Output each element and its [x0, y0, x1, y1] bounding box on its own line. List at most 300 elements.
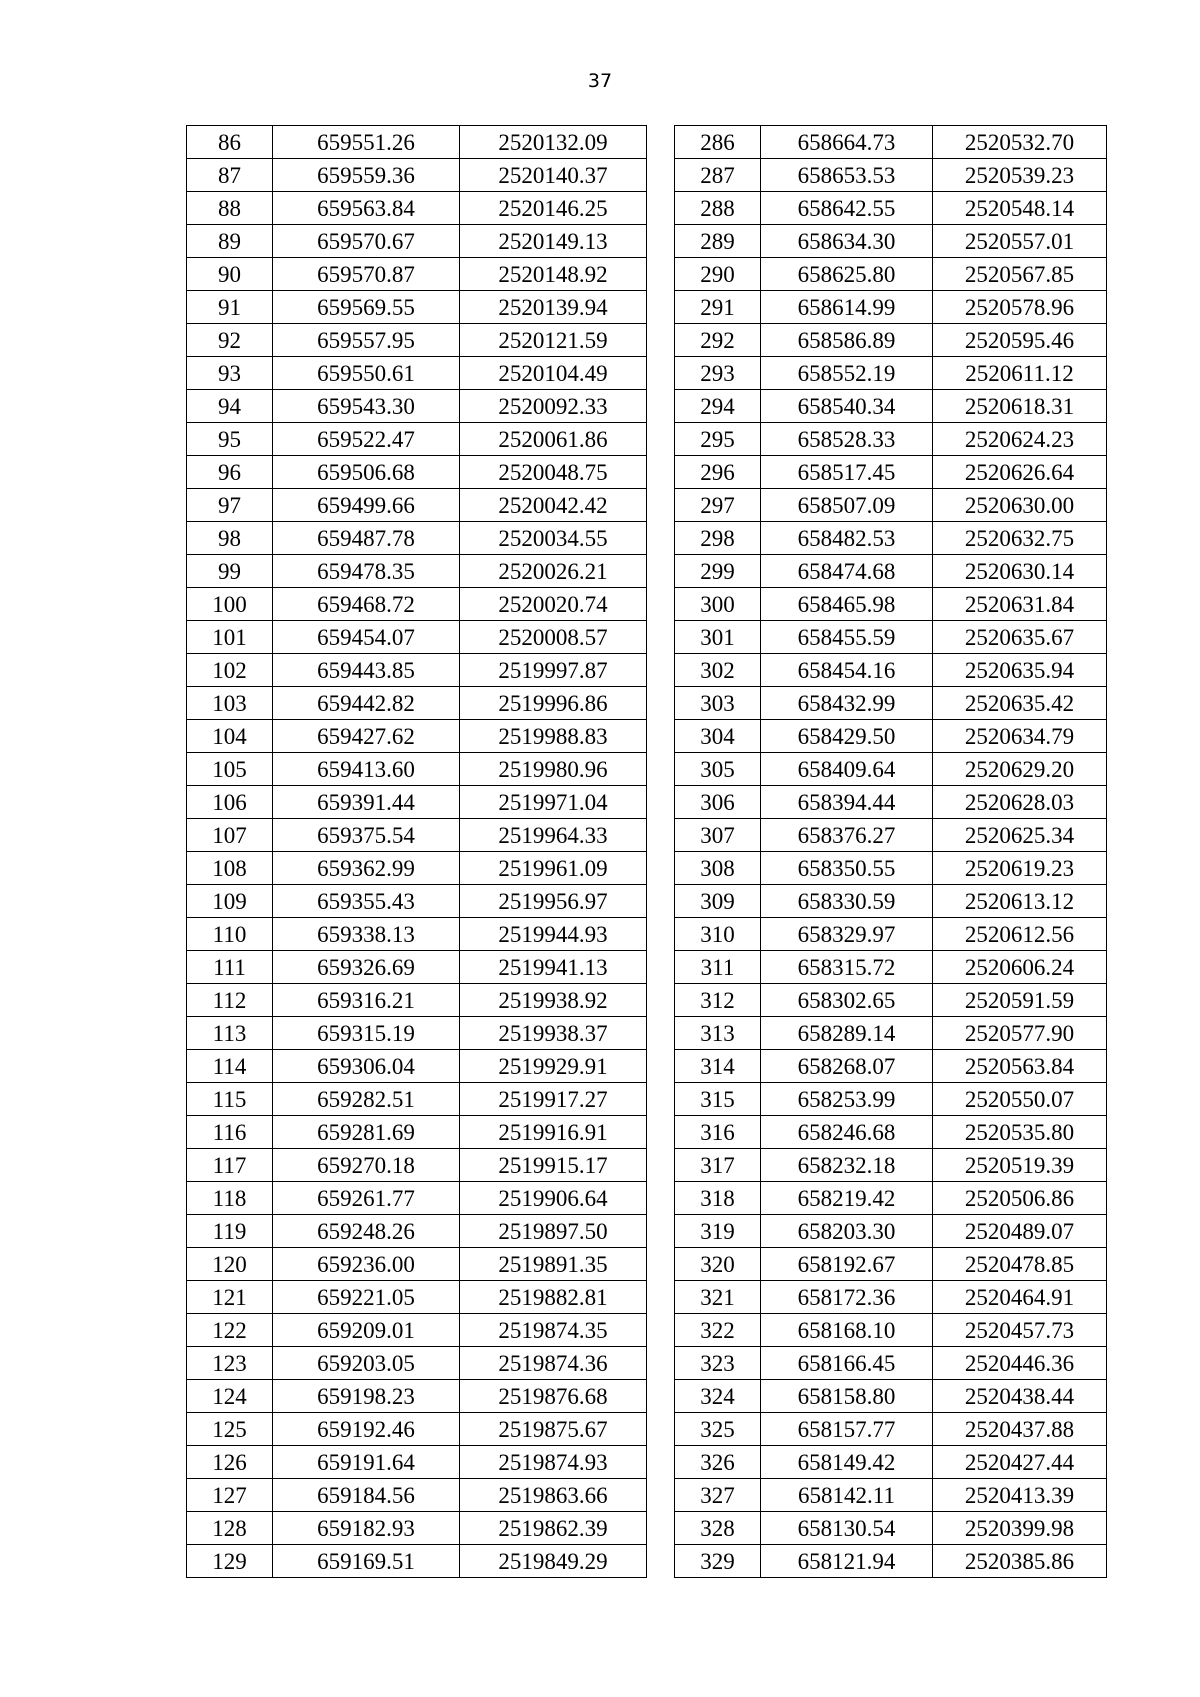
point-number-cell: 103 — [187, 687, 273, 720]
point-number-cell: 129 — [187, 1545, 273, 1578]
y-coordinate-cell: 2519961.09 — [460, 852, 647, 885]
y-coordinate-cell: 2519988.83 — [460, 720, 647, 753]
point-number-cell: 319 — [675, 1215, 761, 1248]
point-number-cell: 306 — [675, 786, 761, 819]
point-number-cell: 112 — [187, 984, 273, 1017]
table-row — [187, 324, 647, 357]
point-number-cell: 105 — [187, 753, 273, 786]
point-number-cell: 104 — [187, 720, 273, 753]
point-number-cell: 119 — [187, 1215, 273, 1248]
coordinates-table-right — [674, 125, 1107, 1578]
y-coordinate-cell: 2520427.44 — [933, 1446, 1107, 1479]
x-coordinate-cell: 659570.87 — [273, 258, 460, 291]
y-coordinate-cell: 2520548.14 — [933, 192, 1107, 225]
point-number-cell: 307 — [675, 819, 761, 852]
x-coordinate-cell: 659316.21 — [273, 984, 460, 1017]
table-row — [675, 1545, 1107, 1578]
point-number-cell: 303 — [675, 687, 761, 720]
x-coordinate-cell: 659362.99 — [273, 852, 460, 885]
x-coordinate-cell: 659248.26 — [273, 1215, 460, 1248]
table-row — [187, 918, 647, 951]
y-coordinate-cell: 2520149.13 — [460, 225, 647, 258]
y-coordinate-cell: 2520438.44 — [933, 1380, 1107, 1413]
x-coordinate-cell: 659261.77 — [273, 1182, 460, 1215]
table-row — [187, 885, 647, 918]
table-row — [675, 192, 1107, 225]
x-coordinate-cell: 658465.98 — [761, 588, 933, 621]
table-row — [675, 753, 1107, 786]
x-coordinate-cell: 659543.30 — [273, 390, 460, 423]
point-number-cell: 300 — [675, 588, 761, 621]
y-coordinate-cell: 2520535.80 — [933, 1116, 1107, 1149]
x-coordinate-cell: 658232.18 — [761, 1149, 933, 1182]
table-row — [675, 324, 1107, 357]
table-row — [675, 159, 1107, 192]
x-coordinate-cell: 658454.16 — [761, 654, 933, 687]
x-coordinate-cell: 658528.33 — [761, 423, 933, 456]
point-number-cell: 294 — [675, 390, 761, 423]
point-number-cell: 321 — [675, 1281, 761, 1314]
y-coordinate-cell: 2520139.94 — [460, 291, 647, 324]
x-coordinate-cell: 658540.34 — [761, 390, 933, 423]
x-coordinate-cell: 658219.42 — [761, 1182, 933, 1215]
point-number-cell: 302 — [675, 654, 761, 687]
table-row — [675, 786, 1107, 819]
point-number-cell: 287 — [675, 159, 761, 192]
table-row — [675, 291, 1107, 324]
table-row — [187, 1446, 647, 1479]
point-number-cell: 327 — [675, 1479, 761, 1512]
table-row — [187, 423, 647, 456]
table-row — [675, 1512, 1107, 1545]
table-row — [187, 654, 647, 687]
y-coordinate-cell: 2519863.66 — [460, 1479, 647, 1512]
y-coordinate-cell: 2520557.01 — [933, 225, 1107, 258]
point-number-cell: 128 — [187, 1512, 273, 1545]
table-row — [675, 1149, 1107, 1182]
x-coordinate-cell: 658203.30 — [761, 1215, 933, 1248]
y-coordinate-cell: 2520625.34 — [933, 819, 1107, 852]
table-row — [187, 390, 647, 423]
table-row — [675, 1281, 1107, 1314]
x-coordinate-cell: 658586.89 — [761, 324, 933, 357]
y-coordinate-cell: 2519875.67 — [460, 1413, 647, 1446]
table-row — [187, 852, 647, 885]
point-number-cell: 301 — [675, 621, 761, 654]
y-coordinate-cell: 2520612.56 — [933, 918, 1107, 951]
table-row — [675, 423, 1107, 456]
point-number-cell: 101 — [187, 621, 273, 654]
table-row — [187, 1545, 647, 1578]
x-coordinate-cell: 658268.07 — [761, 1050, 933, 1083]
table-row — [187, 225, 647, 258]
x-coordinate-cell: 659550.61 — [273, 357, 460, 390]
y-coordinate-cell: 2520613.12 — [933, 885, 1107, 918]
y-coordinate-cell: 2519915.17 — [460, 1149, 647, 1182]
y-coordinate-cell: 2519876.68 — [460, 1380, 647, 1413]
y-coordinate-cell: 2520539.23 — [933, 159, 1107, 192]
point-number-cell: 90 — [187, 258, 273, 291]
y-coordinate-cell: 2519906.64 — [460, 1182, 647, 1215]
table-row — [187, 192, 647, 225]
x-coordinate-cell: 658246.68 — [761, 1116, 933, 1149]
point-number-cell: 108 — [187, 852, 273, 885]
point-number-cell: 89 — [187, 225, 273, 258]
point-number-cell: 309 — [675, 885, 761, 918]
x-coordinate-cell: 659375.54 — [273, 819, 460, 852]
y-coordinate-cell: 2519980.96 — [460, 753, 647, 786]
y-coordinate-cell: 2519897.50 — [460, 1215, 647, 1248]
point-number-cell: 126 — [187, 1446, 273, 1479]
point-number-cell: 117 — [187, 1149, 273, 1182]
point-number-cell: 288 — [675, 192, 761, 225]
y-coordinate-cell: 2520634.79 — [933, 720, 1107, 753]
y-coordinate-cell: 2519874.35 — [460, 1314, 647, 1347]
y-coordinate-cell: 2520635.94 — [933, 654, 1107, 687]
table-row — [675, 852, 1107, 885]
point-number-cell: 109 — [187, 885, 273, 918]
table-row — [187, 555, 647, 588]
x-coordinate-cell: 658409.64 — [761, 753, 933, 786]
table-row — [187, 1380, 647, 1413]
point-number-cell: 111 — [187, 951, 273, 984]
y-coordinate-cell: 2520635.67 — [933, 621, 1107, 654]
table-row — [675, 258, 1107, 291]
point-number-cell: 290 — [675, 258, 761, 291]
table-row — [675, 126, 1107, 159]
table-row — [675, 1479, 1107, 1512]
x-coordinate-cell: 659355.43 — [273, 885, 460, 918]
point-number-cell: 124 — [187, 1380, 273, 1413]
x-coordinate-cell: 658166.45 — [761, 1347, 933, 1380]
y-coordinate-cell: 2519874.93 — [460, 1446, 647, 1479]
x-coordinate-cell: 658289.14 — [761, 1017, 933, 1050]
table-row — [675, 819, 1107, 852]
point-number-cell: 122 — [187, 1314, 273, 1347]
x-coordinate-cell: 658517.45 — [761, 456, 933, 489]
point-number-cell: 107 — [187, 819, 273, 852]
table-row — [187, 1149, 647, 1182]
y-coordinate-cell: 2520578.96 — [933, 291, 1107, 324]
x-coordinate-cell: 658157.77 — [761, 1413, 933, 1446]
x-coordinate-cell: 659487.78 — [273, 522, 460, 555]
y-coordinate-cell: 2520148.92 — [460, 258, 647, 291]
x-coordinate-cell: 659182.93 — [273, 1512, 460, 1545]
table-row — [675, 1215, 1107, 1248]
y-coordinate-cell: 2520567.85 — [933, 258, 1107, 291]
table-row — [187, 1182, 647, 1215]
x-coordinate-cell: 659282.51 — [273, 1083, 460, 1116]
table-row — [187, 357, 647, 390]
point-number-cell: 286 — [675, 126, 761, 159]
y-coordinate-cell: 2520437.88 — [933, 1413, 1107, 1446]
table-row — [187, 984, 647, 1017]
table-row — [675, 885, 1107, 918]
table-row — [675, 1017, 1107, 1050]
point-number-cell: 328 — [675, 1512, 761, 1545]
x-coordinate-cell: 658642.55 — [761, 192, 933, 225]
y-coordinate-cell: 2520606.24 — [933, 951, 1107, 984]
table-row — [675, 522, 1107, 555]
x-coordinate-cell: 659559.36 — [273, 159, 460, 192]
point-number-cell: 313 — [675, 1017, 761, 1050]
x-coordinate-cell: 658474.68 — [761, 555, 933, 588]
point-number-cell: 293 — [675, 357, 761, 390]
table-row — [187, 720, 647, 753]
x-coordinate-cell: 659557.95 — [273, 324, 460, 357]
y-coordinate-cell: 2520104.49 — [460, 357, 647, 390]
x-coordinate-cell: 658376.27 — [761, 819, 933, 852]
point-number-cell: 91 — [187, 291, 273, 324]
y-coordinate-cell: 2520629.20 — [933, 753, 1107, 786]
table-row — [187, 588, 647, 621]
table-row — [187, 1314, 647, 1347]
table-row — [187, 1050, 647, 1083]
point-number-cell: 97 — [187, 489, 273, 522]
table-row — [187, 687, 647, 720]
x-coordinate-cell: 659221.05 — [273, 1281, 460, 1314]
x-coordinate-cell: 658664.73 — [761, 126, 933, 159]
table-row — [675, 225, 1107, 258]
point-number-cell: 289 — [675, 225, 761, 258]
point-number-cell: 318 — [675, 1182, 761, 1215]
y-coordinate-cell: 2520140.37 — [460, 159, 647, 192]
x-coordinate-cell: 659570.67 — [273, 225, 460, 258]
table-row — [187, 1347, 647, 1380]
x-coordinate-cell: 659551.26 — [273, 126, 460, 159]
y-coordinate-cell: 2519891.35 — [460, 1248, 647, 1281]
point-number-cell: 312 — [675, 984, 761, 1017]
x-coordinate-cell: 658253.99 — [761, 1083, 933, 1116]
y-coordinate-cell: 2520034.55 — [460, 522, 647, 555]
y-coordinate-cell: 2520061.86 — [460, 423, 647, 456]
point-number-cell: 308 — [675, 852, 761, 885]
point-number-cell: 95 — [187, 423, 273, 456]
table-row — [675, 720, 1107, 753]
x-coordinate-cell: 659442.82 — [273, 687, 460, 720]
y-coordinate-cell: 2520413.39 — [933, 1479, 1107, 1512]
table-row — [675, 621, 1107, 654]
x-coordinate-cell: 659315.19 — [273, 1017, 460, 1050]
point-number-cell: 326 — [675, 1446, 761, 1479]
point-number-cell: 324 — [675, 1380, 761, 1413]
table-row — [187, 819, 647, 852]
point-number-cell: 314 — [675, 1050, 761, 1083]
x-coordinate-cell: 658455.59 — [761, 621, 933, 654]
point-number-cell: 304 — [675, 720, 761, 753]
table-row — [187, 621, 647, 654]
table-row — [675, 555, 1107, 588]
x-coordinate-cell: 658634.30 — [761, 225, 933, 258]
point-number-cell: 94 — [187, 390, 273, 423]
table-row — [675, 654, 1107, 687]
x-coordinate-cell: 659192.46 — [273, 1413, 460, 1446]
point-number-cell: 88 — [187, 192, 273, 225]
y-coordinate-cell: 2519917.27 — [460, 1083, 647, 1116]
table-row — [187, 753, 647, 786]
x-coordinate-cell: 659306.04 — [273, 1050, 460, 1083]
y-coordinate-cell: 2520042.42 — [460, 489, 647, 522]
y-coordinate-cell: 2519956.97 — [460, 885, 647, 918]
point-number-cell: 110 — [187, 918, 273, 951]
x-coordinate-cell: 659191.64 — [273, 1446, 460, 1479]
y-coordinate-cell: 2519997.87 — [460, 654, 647, 687]
y-coordinate-cell: 2520121.59 — [460, 324, 647, 357]
x-coordinate-cell: 659413.60 — [273, 753, 460, 786]
x-coordinate-cell: 658315.72 — [761, 951, 933, 984]
x-coordinate-cell: 659209.01 — [273, 1314, 460, 1347]
x-coordinate-cell: 659443.85 — [273, 654, 460, 687]
x-coordinate-cell: 659468.72 — [273, 588, 460, 621]
point-number-cell: 297 — [675, 489, 761, 522]
point-number-cell: 98 — [187, 522, 273, 555]
x-coordinate-cell: 659326.69 — [273, 951, 460, 984]
point-number-cell: 125 — [187, 1413, 273, 1446]
x-coordinate-cell: 658625.80 — [761, 258, 933, 291]
point-number-cell: 299 — [675, 555, 761, 588]
table-row — [675, 984, 1107, 1017]
x-coordinate-cell: 658330.59 — [761, 885, 933, 918]
y-coordinate-cell: 2520008.57 — [460, 621, 647, 654]
point-number-cell: 106 — [187, 786, 273, 819]
x-coordinate-cell: 658329.97 — [761, 918, 933, 951]
point-number-cell: 99 — [187, 555, 273, 588]
table-row — [187, 786, 647, 819]
y-coordinate-cell: 2519916.91 — [460, 1116, 647, 1149]
x-coordinate-cell: 658552.19 — [761, 357, 933, 390]
table-row — [187, 522, 647, 555]
x-coordinate-cell: 659506.68 — [273, 456, 460, 489]
x-coordinate-cell: 659169.51 — [273, 1545, 460, 1578]
point-number-cell: 329 — [675, 1545, 761, 1578]
point-number-cell: 92 — [187, 324, 273, 357]
table-row — [187, 1116, 647, 1149]
table-row — [187, 1512, 647, 1545]
table-row — [675, 456, 1107, 489]
x-coordinate-cell: 659198.23 — [273, 1380, 460, 1413]
table-row — [187, 258, 647, 291]
x-coordinate-cell: 659563.84 — [273, 192, 460, 225]
x-coordinate-cell: 658507.09 — [761, 489, 933, 522]
point-number-cell: 100 — [187, 588, 273, 621]
x-coordinate-cell: 658432.99 — [761, 687, 933, 720]
table-row — [675, 1116, 1107, 1149]
x-coordinate-cell: 659236.00 — [273, 1248, 460, 1281]
x-coordinate-cell: 658121.94 — [761, 1545, 933, 1578]
x-coordinate-cell: 659338.13 — [273, 918, 460, 951]
x-coordinate-cell: 658142.11 — [761, 1479, 933, 1512]
y-coordinate-cell: 2520630.14 — [933, 555, 1107, 588]
point-number-cell: 93 — [187, 357, 273, 390]
point-number-cell: 311 — [675, 951, 761, 984]
y-coordinate-cell: 2520577.90 — [933, 1017, 1107, 1050]
x-coordinate-cell: 658614.99 — [761, 291, 933, 324]
x-coordinate-cell: 659184.56 — [273, 1479, 460, 1512]
y-coordinate-cell: 2519938.37 — [460, 1017, 647, 1050]
x-coordinate-cell: 659478.35 — [273, 555, 460, 588]
table-row — [675, 918, 1107, 951]
table-row — [187, 1248, 647, 1281]
y-coordinate-cell: 2519929.91 — [460, 1050, 647, 1083]
y-coordinate-cell: 2520624.23 — [933, 423, 1107, 456]
y-coordinate-cell: 2520595.46 — [933, 324, 1107, 357]
point-number-cell: 114 — [187, 1050, 273, 1083]
y-coordinate-cell: 2520519.39 — [933, 1149, 1107, 1182]
table-row — [187, 1215, 647, 1248]
y-coordinate-cell: 2520446.36 — [933, 1347, 1107, 1380]
x-coordinate-cell: 659454.07 — [273, 621, 460, 654]
point-number-cell: 113 — [187, 1017, 273, 1050]
point-number-cell: 96 — [187, 456, 273, 489]
y-coordinate-cell: 2520563.84 — [933, 1050, 1107, 1083]
table-row — [675, 390, 1107, 423]
point-number-cell: 121 — [187, 1281, 273, 1314]
table-row — [187, 489, 647, 522]
x-coordinate-cell: 659281.69 — [273, 1116, 460, 1149]
x-coordinate-cell: 659427.62 — [273, 720, 460, 753]
table-row — [187, 126, 647, 159]
point-number-cell: 322 — [675, 1314, 761, 1347]
table-row — [187, 1479, 647, 1512]
y-coordinate-cell: 2520532.70 — [933, 126, 1107, 159]
y-coordinate-cell: 2519941.13 — [460, 951, 647, 984]
point-number-cell: 296 — [675, 456, 761, 489]
y-coordinate-cell: 2520626.64 — [933, 456, 1107, 489]
y-coordinate-cell: 2520591.59 — [933, 984, 1107, 1017]
point-number-cell: 298 — [675, 522, 761, 555]
y-coordinate-cell: 2520635.42 — [933, 687, 1107, 720]
table-row — [675, 1050, 1107, 1083]
y-coordinate-cell: 2520464.91 — [933, 1281, 1107, 1314]
point-number-cell: 323 — [675, 1347, 761, 1380]
point-number-cell: 115 — [187, 1083, 273, 1116]
table-row — [187, 456, 647, 489]
y-coordinate-cell: 2520020.74 — [460, 588, 647, 621]
table-row — [187, 159, 647, 192]
point-number-cell: 292 — [675, 324, 761, 357]
table-row — [187, 951, 647, 984]
x-coordinate-cell: 659391.44 — [273, 786, 460, 819]
point-number-cell: 325 — [675, 1413, 761, 1446]
x-coordinate-cell: 658482.53 — [761, 522, 933, 555]
x-coordinate-cell: 659203.05 — [273, 1347, 460, 1380]
y-coordinate-cell: 2519849.29 — [460, 1545, 647, 1578]
table-row — [675, 1446, 1107, 1479]
table-row — [187, 1017, 647, 1050]
x-coordinate-cell: 658350.55 — [761, 852, 933, 885]
y-coordinate-cell: 2519882.81 — [460, 1281, 647, 1314]
table-row — [187, 291, 647, 324]
table-row — [675, 1413, 1107, 1446]
y-coordinate-cell: 2520146.25 — [460, 192, 647, 225]
y-coordinate-cell: 2520630.00 — [933, 489, 1107, 522]
y-coordinate-cell: 2520632.75 — [933, 522, 1107, 555]
table-row — [675, 1182, 1107, 1215]
y-coordinate-cell: 2520457.73 — [933, 1314, 1107, 1347]
y-coordinate-cell: 2520611.12 — [933, 357, 1107, 390]
y-coordinate-cell: 2519862.39 — [460, 1512, 647, 1545]
y-coordinate-cell: 2520132.09 — [460, 126, 647, 159]
y-coordinate-cell: 2519964.33 — [460, 819, 647, 852]
y-coordinate-cell: 2520092.33 — [460, 390, 647, 423]
x-coordinate-cell: 658149.42 — [761, 1446, 933, 1479]
table-row — [187, 1281, 647, 1314]
point-number-cell: 127 — [187, 1479, 273, 1512]
point-number-cell: 123 — [187, 1347, 273, 1380]
x-coordinate-cell: 658394.44 — [761, 786, 933, 819]
table-row — [675, 1314, 1107, 1347]
table-row — [187, 1413, 647, 1446]
